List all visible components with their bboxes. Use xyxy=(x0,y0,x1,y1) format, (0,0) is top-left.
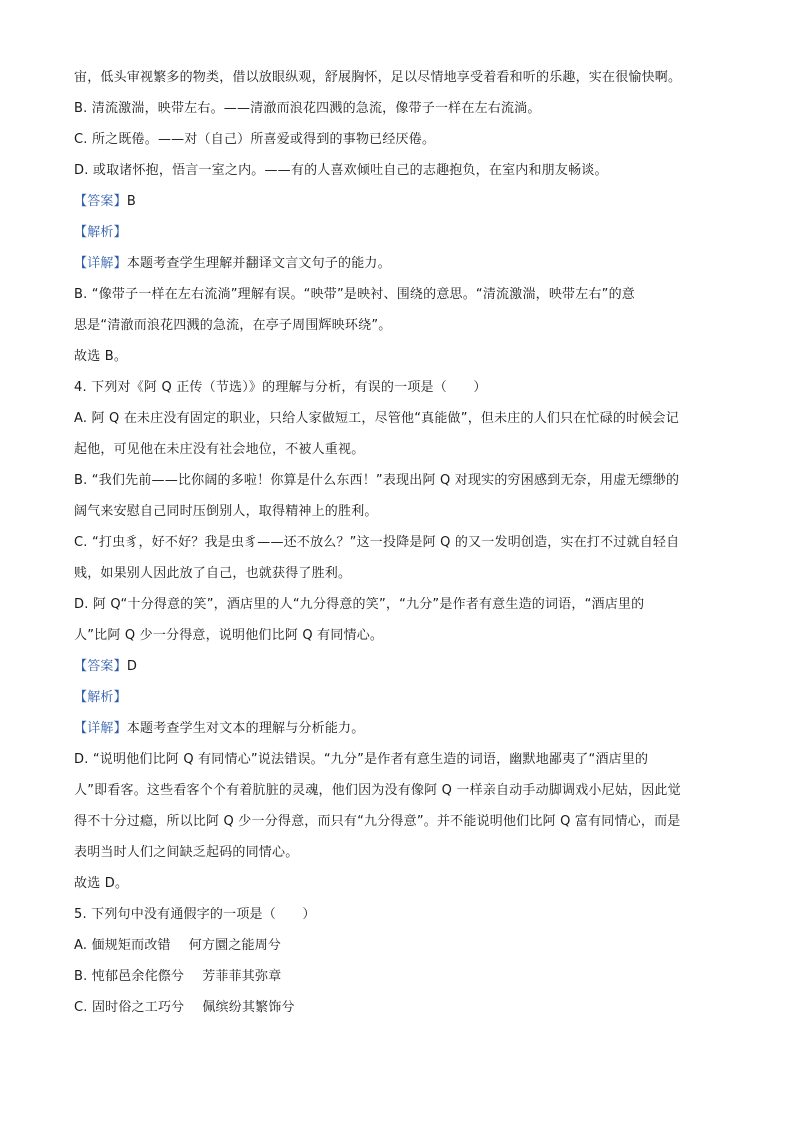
option-line xyxy=(74,961,724,992)
option-first-clause: C. 固时俗之工巧兮 xyxy=(74,1000,185,1015)
text-line: C. “打虫豸，好不好？我是虫豸——还不放么？”这一投降是阿 Q 的又一发明创造，实在打不过就自轻自 xyxy=(74,535,680,550)
option-first-clause: A. 偭规矩而改错 xyxy=(74,938,171,953)
text-line: B. 清流激湍，映带左右。——清澈而浪花四溅的急流，像带子一样在左右流淌。 xyxy=(74,101,541,116)
section-tag: 【答案】 xyxy=(74,194,127,209)
section-tag: 【详解】 xyxy=(74,256,127,271)
option-second-clause: 佩缤纷其繁饰兮 xyxy=(202,1000,295,1015)
text-line: 故选 B。 xyxy=(74,349,128,364)
section-tag: 【答案】 xyxy=(74,659,127,674)
tag-content: 本题考查学生对文本的理解与分析能力。 xyxy=(126,721,365,736)
text-line: B. “我们先前——比你阔的多啦！你算是什么东西！”表现出阿 Q 对现实的穷困感到无奈，用虚无缥缈的 xyxy=(74,473,680,488)
text-line: A. 阿 Q 在未庄没有固定的职业，只给人家做短工，尽管他“真能做”，但未庄的人们只在忙碌的时候会记 xyxy=(74,411,679,426)
text-line: B. “像带子一样在左右流淌”理解有误。“映带”是映衬、围绕的意思。“清流激湍，映带左右”的意 xyxy=(74,287,635,302)
text-line: 思是“清澈而浪花四溅的急流，在亭子周围辉映环绕”。 xyxy=(74,318,392,333)
labeled-line xyxy=(74,217,724,248)
tag-content: D xyxy=(126,659,138,674)
text-line: 阔气来安慰自己同时压倒别人，取得精神上的胜利。 xyxy=(74,504,378,519)
text-line: 4. 下列对《阿 Q 正传（节选）》的理解与分析，有误的一项是（ ） xyxy=(74,380,487,395)
option-line xyxy=(74,992,724,1023)
text-line: D. 阿 Q“十分得意的笑”，酒店里的人“九分得意的笑”，“九分”是作者有意生造的词语，“酒店里的 xyxy=(74,597,645,612)
section-tag: 【解析】 xyxy=(74,690,127,705)
labeled-line xyxy=(74,186,724,217)
labeled-line xyxy=(74,682,724,713)
text-line: 贱，如果别人因此放了自己，也就获得了胜利。 xyxy=(74,566,352,581)
section-tag: 【解析】 xyxy=(74,225,127,240)
text-line: 人”比阿 Q 少一分得意，说明他们比阿 Q 有同情心。 xyxy=(74,628,384,643)
text-line: 得不十分过瘾，所以比阿 Q 少一分得意，而只有“九分得意”。并不能说明他们比阿 Q 富有同情心，而是 xyxy=(74,814,681,829)
text-line: 表明当时人们之间缺乏起码的同情心。 xyxy=(74,845,299,860)
text-line: 宙，低头审视繁多的物类，借以放眼纵观，舒展胸怀，足以尽情地享受着看和听的乐趣，实在很愉快啊。 xyxy=(74,70,682,85)
option-line xyxy=(74,930,724,961)
text-line: D. 或取诸怀抱，悟言一室之内。——有的人喜欢倾吐自己的志趣抱负，在室内和朋友畅谈。 xyxy=(74,163,608,178)
tag-content: 本题考查学生理解并翻译文言文句子的能力。 xyxy=(126,256,391,271)
text-line: 故选 D。 xyxy=(74,876,129,891)
text-line: C. 所之既倦。——对（自己）所喜爱或得到的事物已经厌倦。 xyxy=(74,132,436,147)
option-second-clause: 芳菲菲其弥章 xyxy=(202,969,282,984)
document-page xyxy=(74,62,724,1023)
tag-content: B xyxy=(126,194,136,209)
text-line: D. “说明他们比阿 Q 有同情心”说法错误。“九分”是作者有意生造的词语，幽默地鄙夷了“酒店里的 xyxy=(74,752,649,767)
labeled-line xyxy=(74,713,724,744)
option-second-clause: 何方圜之能周兮 xyxy=(188,938,282,953)
labeled-line xyxy=(74,248,724,279)
option-first-clause: B. 忳郁邑余侘傺兮 xyxy=(74,969,185,984)
text-line: 5. 下列句中没有通假字的一项是（ ） xyxy=(74,907,316,922)
section-tag: 【详解】 xyxy=(74,721,127,736)
text-line: 起他，可见他在未庄没有社会地位，不被人重视。 xyxy=(74,442,365,457)
text-line: 人”即看客。这些看客个个有着肮脏的灵魂，他们因为没有像阿 Q 一样亲自动手动脚调戏小尼姑，因此觉 xyxy=(74,783,681,798)
labeled-line xyxy=(74,651,724,682)
